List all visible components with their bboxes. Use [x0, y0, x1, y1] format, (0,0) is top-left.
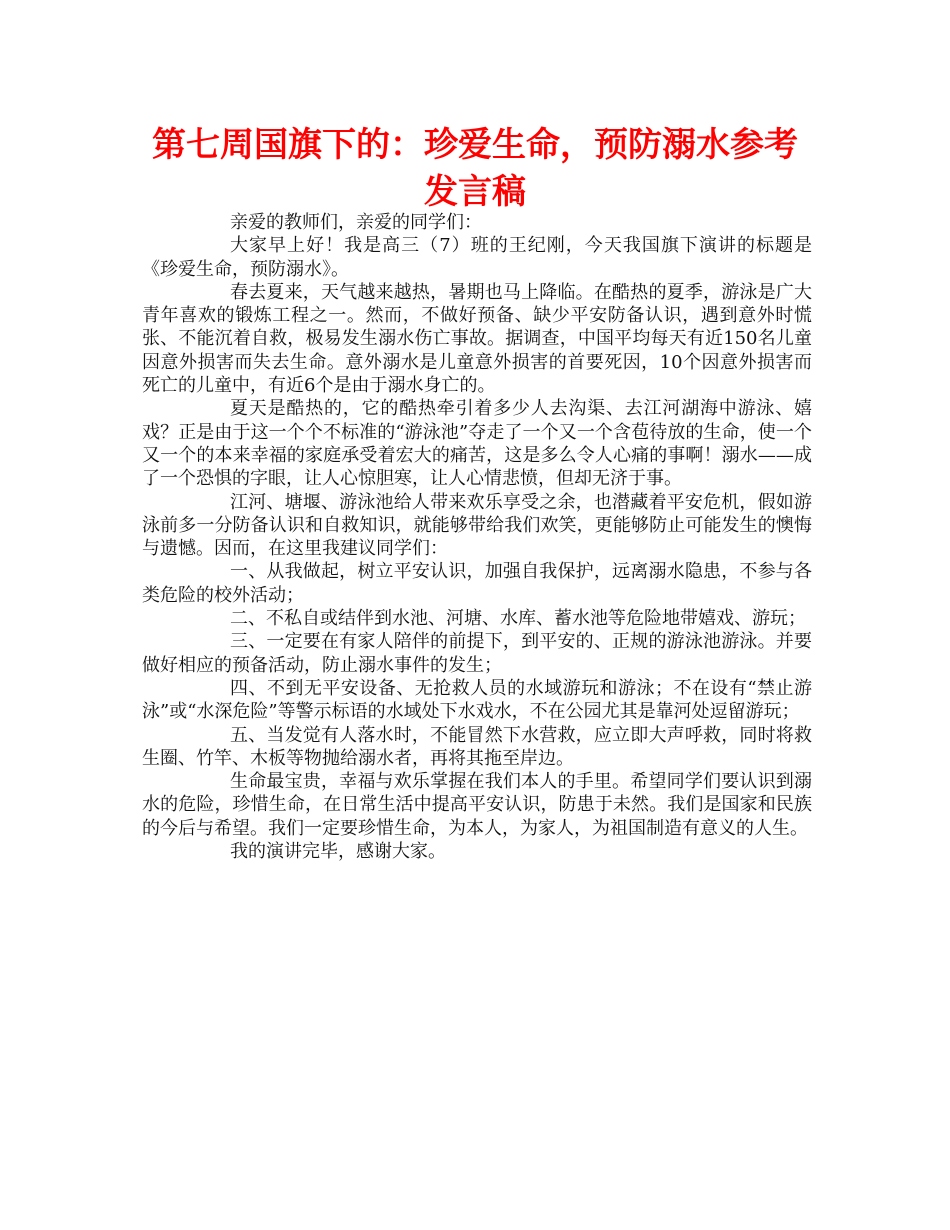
document-title: 第七周国旗下的：珍爱生命，预防溺水参考发言稿	[152, 125, 798, 212]
paragraph-summer-intro: 春去夏来，天气越来越热，暑期也马上降临。在酷热的夏季，游泳是广大青年喜欢的锻炼工程之一。然而，不做好预备、缺少平安防备认识，遇到意外时慌张、不能沉着自救，极易发生溺水伤亡事故。据调查，中国平均每天有近150名儿童因意外损害而失去生命。意外溺水是儿童意外损害的首要死因，10个因意外损害而死亡的儿童中，有近6个是由于溺水身亡的。	[142, 281, 812, 397]
paragraph-greeting: 大家早上好！我是高三（7）班的王纪刚，今天我国旗下演讲的标题是《珍爱生命，预防溺水》。	[142, 235, 812, 280]
document-body	[142, 211, 812, 863]
paragraph-summer-danger: 夏天是酷热的，它的酷热牵引着多少人去沟渠、去江河湖海中游泳、嬉戏？正是由于这一个个不标准的“游泳池”夺走了一个又一个含苞待放的生命，使一个又一个的本来幸福的家庭承受着宏大的痛苦，这是多么令人心痛的事啊！溺水——成了一个恐惧的字眼，让人心惊胆寒，让人心情悲愤，但却无济于事。	[142, 398, 812, 490]
paragraph-suggestion-3: 三、一定要在有家人陪伴的前提下，到平安的、正规的游泳池游泳。并要做好相应的预备活动，防止溺水事件的发生；	[142, 631, 812, 676]
paragraph-salutation: 亲爱的教师们，亲爱的同学们：	[230, 212, 482, 233]
paragraph-closing: 我的演讲完毕，感谢大家。	[230, 841, 446, 863]
paragraph-suggestion-2: 二、不私自或结伴到水池、河塘、水库、蓄水池等危险地带嬉戏、游玩；	[230, 608, 806, 630]
paragraph-suggestions-intro: 江河、塘堰、游泳池给人带来欢乐享受之余，也潜藏着平安危机，假如游泳前多一分防备认识和自救知识，就能够带给我们欢笑，更能够防止可能发生的懊悔与遗憾。因而，在这里我建议同学们：	[142, 491, 812, 560]
paragraph-suggestion-1: 一、从我做起，树立平安认识，加强自我保护，远离溺水隐患，不参与各类危险的校外活动；	[142, 561, 812, 606]
paragraph-suggestion-5: 五、当发觉有人落水时，不能冒然下水营救，应立即大声呼救，同时将救生圈、竹竿、木板等物抛给溺水者，再将其拖至岸边。	[142, 724, 812, 769]
paragraph-suggestion-4: 四、不到无平安设备、无抢救人员的水域游玩和游泳；不在设有“禁止游泳”或“水深危险”等警示标语的水域处下水戏水，不在公园尤其是靠河处逗留游玩；	[142, 677, 812, 723]
paragraph-conclusion: 生命最宝贵，幸福与欢乐掌握在我们本人的手里。希望同学们要认识到溺水的危险，珍惜生命，在日常生活中提高平安认识，防患于未然。我们是国家和民族的今后与希望。我们一定要珍惜生命，为本人，为家人，为祖国制造有意义的人生。	[142, 771, 812, 839]
